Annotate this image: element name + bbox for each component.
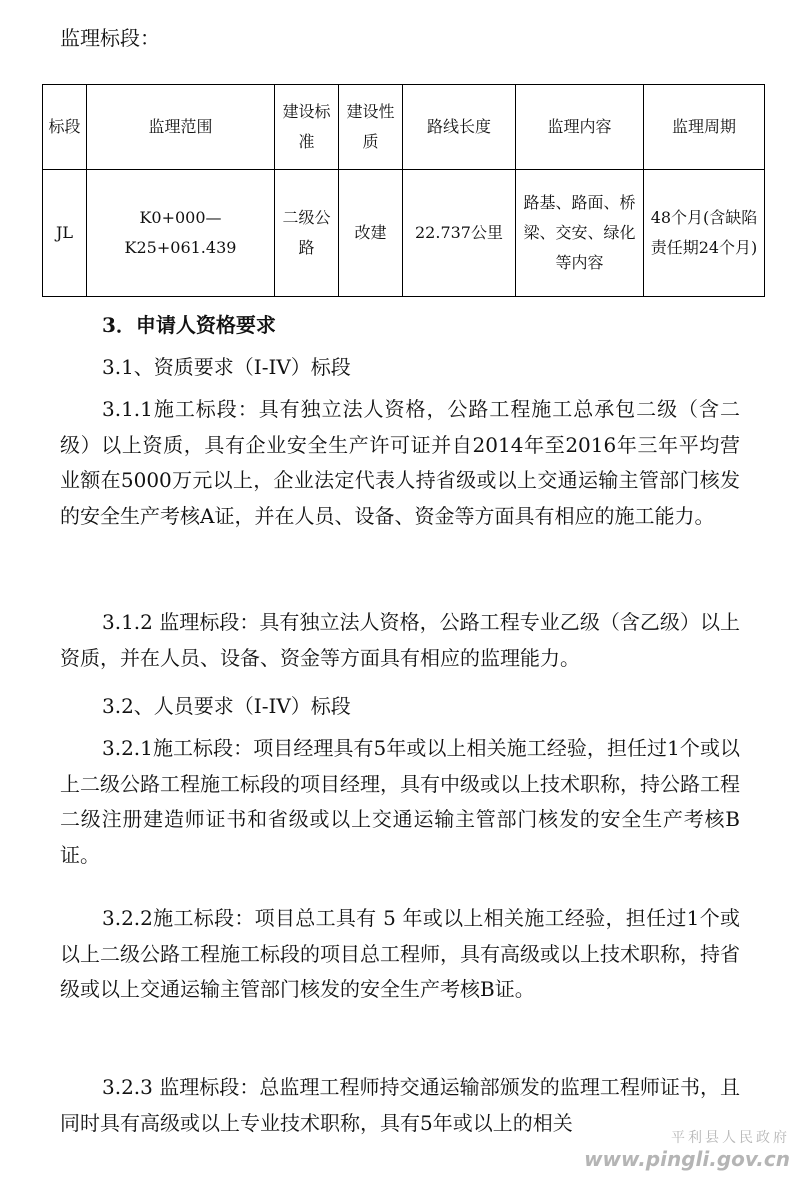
col-header: 标段 bbox=[43, 85, 87, 170]
col-header: 建设性质 bbox=[339, 85, 403, 170]
col-header: 建设标准 bbox=[275, 85, 339, 170]
table-header-row bbox=[43, 85, 765, 170]
section-title-3: 3．申请人资格要求 bbox=[102, 313, 276, 337]
watermark-text: 平利县人民政府 bbox=[671, 1130, 790, 1146]
cell-standard: 二级公路 bbox=[275, 170, 339, 297]
section-title-3-2: 3.2、人员要求（I-IV）标段 bbox=[102, 694, 351, 718]
paragraph-3-1-1: 3.1.1施工标段：具有独立法人资格，公路工程施工总承包二级（含二级）以上资质，具有企业安全生产许可证并自2014年至2016年三年平均营业额在5000万元以上，企业法定代表人持省级或以上交通运输主管部门核发的安全生产考核A证，并在人员、设备、资金等方面具有相应的施工能力。 bbox=[60, 397, 740, 528]
section-heading: 监理标段： bbox=[60, 26, 160, 50]
cell-nature: 改建 bbox=[339, 170, 403, 297]
paragraph-3-2-1: 3.2.1施工标段：项目经理具有5年或以上相关施工经验，担任过1个或以上二级公路工程施工标段的项目经理，具有中级或以上技术职称，持公路工程二级注册建造师证书和省级或以上交通运输主管部门核发的安全生产考核B证。 bbox=[60, 736, 740, 867]
col-header: 监理内容 bbox=[516, 85, 644, 170]
supervision-table bbox=[42, 84, 765, 297]
cell-range: K0+000—K25+061.439 bbox=[87, 170, 275, 297]
watermark-url: www.pingli.gov.cn bbox=[584, 1147, 790, 1171]
cell-section: JL bbox=[43, 170, 87, 297]
cell-length: 22.737公里 bbox=[403, 170, 516, 297]
site-watermark bbox=[584, 1127, 790, 1171]
col-header: 监理范围 bbox=[87, 85, 275, 170]
paragraph-3-2-3: 3.2.3 监理标段：总监理工程师持交通运输部颁发的监理工程师证书，且同时具有高级或以上专业技术职称，具有5年或以上的相关 bbox=[60, 1075, 740, 1135]
table-row bbox=[43, 170, 765, 297]
paragraph-3-2-2: 3.2.2施工标段：项目总工具有 5 年或以上相关施工经验，担任过1个或以上二级公路工程施工标段的项目总工程师，具有高级或以上技术职称，持省级或以上交通运输主管部门核发的安全生产考核B证。 bbox=[60, 906, 740, 1001]
paragraph-3-1-2: 3.1.2 监理标段：具有独立法人资格，公路工程专业乙级（含乙级）以上资质，并在人员、设备、资金等方面具有相应的监理能力。 bbox=[60, 610, 740, 670]
cell-period: 48个月(含缺陷责任期24个月) bbox=[644, 170, 765, 297]
section-title-3-1: 3.1、资质要求（I-IV）标段 bbox=[102, 355, 351, 379]
col-header: 路线长度 bbox=[403, 85, 516, 170]
col-header: 监理周期 bbox=[644, 85, 765, 170]
cell-content: 路基、路面、桥梁、交安、绿化等内容 bbox=[516, 170, 644, 297]
